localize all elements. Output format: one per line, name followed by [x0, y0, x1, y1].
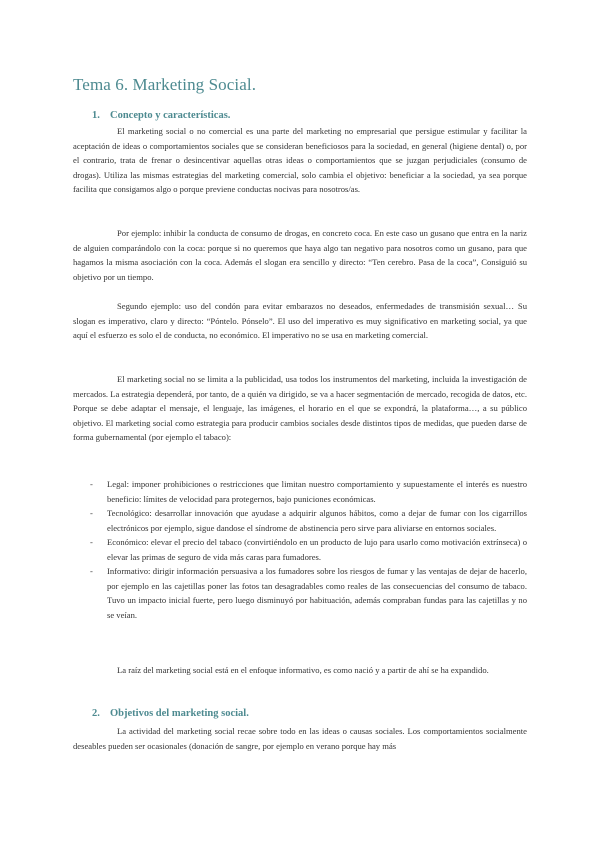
list-item — [90, 506, 527, 535]
section-2-heading — [92, 708, 249, 719]
list-item — [90, 535, 527, 564]
list-item-text: Económico: elevar el precio del tabaco (convirtiéndolo en un producto de lujo para usarlo como motivación extrínseca) o elevar las primas de seguro de vida más caras para fumadores. — [107, 537, 527, 562]
paragraph: El marketing social no se limita a la publicidad, usa todos los instrumentos del marketing, incluida la investigación de mercados. La estrategia dependerá, por tanto, de a quién va dirigido, se va a hacer segmentación de mercado, recogida de datos, etc. Porque se debe adaptar el mensaje, el lenguaje, las imágenes, el horario en el que se expondrá, la plataforma…, a su público objetivo. El marketing social como estrategia para producir cambios sociales desde distintos tipos de medidas, que pueden darse de forma gubernamental (por ejemplo el tabaco): — [73, 374, 527, 442]
list-item — [90, 564, 527, 622]
measures-list — [90, 477, 527, 622]
list-item-text: Legal: imponer prohibiciones o restricciones que limitan nuestro comportamiento y supuestamente el interés es nuestro beneficio: límites de velocidad para protegernos, bajo puniciones económicas. — [107, 479, 527, 504]
list-item-text: Informativo: dirigir información persuasiva a los fumadores sobre los riesgos de fumar y las ventajas de dejar de hacerlo, por ejemplo en las cajetillas poner las fotos tan desagradables como reales de las consecuencias del consumo de tabaco. Tuvo un impacto inicial fuerte, pero luego disminuyó por habituación, además compraban fundas para las cajetillas y no se veían. — [107, 566, 527, 620]
paragraph: La actividad del marketing social recae sobre todo en las ideas o causas sociales. Los comportamientos socialmente deseables pueden ser ocasionales (donación de sangre, por ejemplo en verano porque hay más — [73, 726, 527, 751]
paragraph: Segundo ejemplo: uso del condón para evitar embarazos no deseados, enfermedades de transmisión sexual… Su slogan es imperativo, claro y directo: “Póntelo. Pónselo”. El uso del imperativo es muy significativo en marketing social, ya que aquí el esfuerzo es solo el de conducta, no económico. El imperativo no se usa en marketing comercial. — [73, 301, 527, 340]
list-item — [90, 477, 527, 506]
section-2-title: Objetivos del marketing social. — [110, 708, 249, 719]
list-item-text: Tecnológico: desarrollar innovación que ayudase a adquirir algunos hábitos, como a dejar de fumar con los cigarrillos electrónicos por ejemplo, sigue dandose el síndrome de abstinencia pero sirve para aliviarse en entornos sociales. — [107, 508, 527, 533]
bullet-marker: - — [90, 566, 93, 576]
bullet-marker: - — [90, 537, 93, 547]
paragraph: Por ejemplo: inhibir la conducta de consumo de drogas, en concreto coca. En este caso un gusano que entra en la nariz de alguien comparándolo con la coca: porque si no queremos que haya algo tan negativo para nosotros como un gusano, para que hagamos la misma asociación con la coca. Además el slogan era sencillo y directo: “Ten cerebro. Pasa de la coca”, Consiguió su objetivo por un tiempo. — [73, 228, 527, 282]
paragraph: El marketing social o no comercial es una parte del marketing no empresarial que persigue estimular y facilitar la aceptación de ideas o comportamientos sociales que se consideran beneficiosos para la sociedad, en general (higiene dental) o, por el contrario, trata de frenar o desincentivar aquellas otras ideas o comportamientos que se juzgan perjudiciales (consumo de drogas). Utiliza las mismas estrategias del marketing comercial, solo cambia el objetivo: beneficiar a la sociedad, ya sea porque facilita que consigamos algo o porque previene conductas nocivas para nosotros/as. — [73, 126, 527, 194]
section-1-title: Concepto y características. — [110, 110, 231, 121]
section-1-number: 1. — [92, 110, 100, 121]
paragraph: La raíz del marketing social está en el enfoque informativo, es como nació y a partir de ahí se ha expandido. — [117, 665, 489, 675]
bullet-marker: - — [90, 508, 93, 518]
section-2-number: 2. — [92, 708, 100, 719]
section-1-heading — [92, 110, 230, 121]
bullet-marker: - — [90, 479, 93, 489]
page-title: Tema 6. Marketing Social. — [73, 75, 257, 94]
